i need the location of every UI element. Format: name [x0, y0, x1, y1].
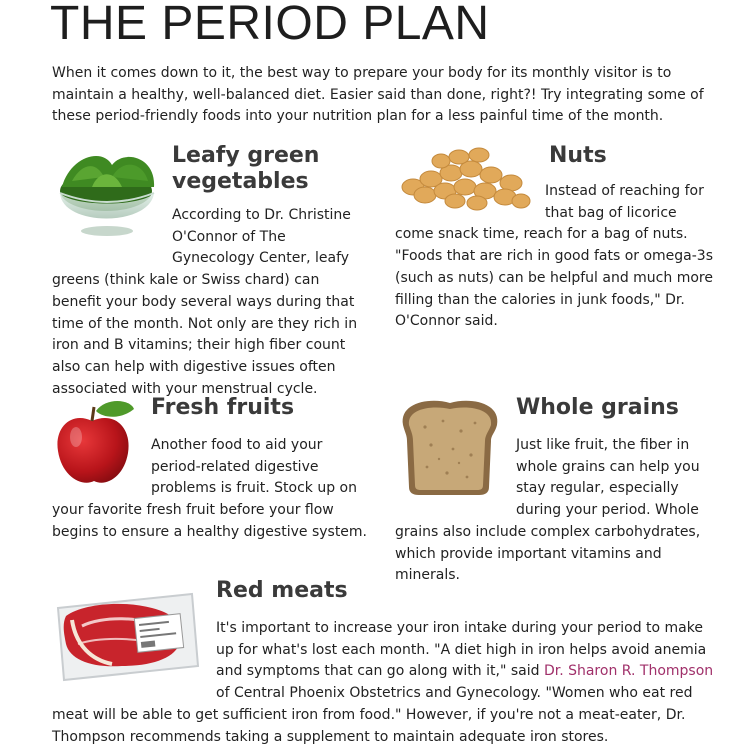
leafy-greens-heading: Leafy green vegetables: [172, 143, 320, 194]
nuts-body: Instead of reaching for that bag of licorice come snack time, reach for a bag of nuts. "Foods that are rich in good fats or omega-3s (such as nuts) can be helpful and much more filling than the calories in junk foods," Dr. O'Connor said.: [395, 183, 714, 330]
section-red-meats: [52, 578, 720, 748]
packaged-meat-image: [52, 586, 202, 686]
fresh-fruits-heading: Fresh fruits: [151, 395, 295, 420]
leafy-greens-body: According to Dr. Christine O'Connor of The Gynecology Center, leafy greens (think kale or Swiss chard) can benefit your body several ways during that time of the month. Not only are they rich in iron and B vitamins; their high fiber count also can help with digestive issues often associated with your menstrual cycle.: [52, 207, 358, 397]
section-fresh-fruits: [52, 395, 368, 544]
fresh-fruits-body: Another food to aid your period-related digestive problems is fruit. Stock up on your favorite fresh fruit before your flow begins to ensure a healthy digestive system.: [52, 437, 368, 540]
whole-grains-heading: Whole grains: [516, 395, 679, 420]
apple-image: [52, 397, 142, 489]
peanuts-image: [395, 145, 535, 215]
red-meats-body-end: of Central Phoenix Obstetrics and Gynecology. "Women who eat red meat will be able to get sufficient iron from food." However, if you're not a meat-eater, Dr. Thompson recommends taking a supplement to maintain adequate iron stores.: [52, 685, 693, 745]
thompson-link[interactable]: Dr. Sharon R. Thompson: [543, 663, 714, 680]
section-leafy-greens: [52, 143, 370, 400]
section-whole-grains: [395, 395, 717, 587]
whole-grains-body: Just like fruit, the fiber in whole grains can help you stay regular, especially during your period. Whole grains also include complex carbohydrates, which provide important vitamins and minerals.: [395, 437, 701, 584]
section-nuts: [395, 143, 715, 333]
nuts-heading: Nuts: [549, 143, 607, 168]
bread-slice-image: [395, 397, 505, 497]
red-meats-body-start: It's important to increase your iron intake during your period to make up for what's lost each month. "A diet high in iron helps avoid anemia and symptoms that can go along with it," said: [216, 620, 707, 680]
intro-paragraph: When it comes down to it, the best way to prepare your body for its monthly visitor is to maintain a healthy, well-balanced diet. Easier said than done, right?! Try integrating some of these period-friendly foods into your nutrition plan for a less painful time of the month.: [52, 65, 704, 124]
spinach-bowl-image: [52, 147, 164, 247]
page-title: THE PERIOD PLAN: [50, 0, 490, 50]
red-meats-heading: Red meats: [216, 578, 348, 603]
